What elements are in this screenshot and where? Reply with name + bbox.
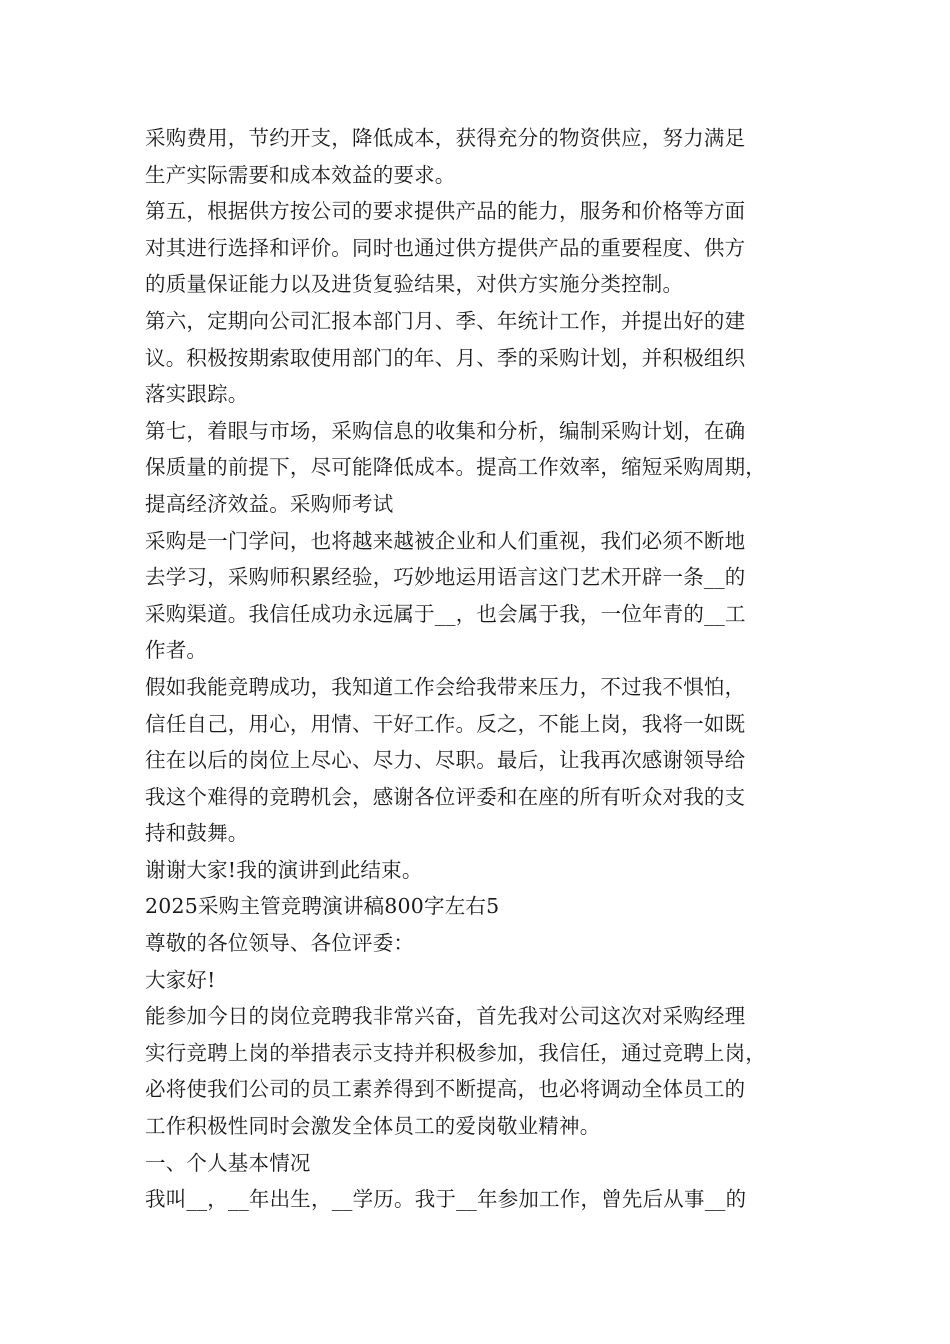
text-line: 假如我能竞聘成功，我知道工作会给我带来压力，不过我不惧怕， (145, 674, 746, 699)
text-line: 议。积极按期索取使用部门的年、月、季的采购计划，并积极组织 (145, 345, 746, 370)
text-line: 提高经济效益。采购师考试 (145, 491, 394, 516)
text-line: 的质量保证能力以及进货复验结果，对供方实施分类控制。 (145, 272, 684, 297)
text-line: 作者。 (145, 638, 208, 663)
text-line: 采购是一门学问，也将越来越被企业和人们重视，我们必须不断地 (145, 528, 746, 553)
text-line: 第七，着眼与市场，采购信息的收集和分析，编制采购计划，在确 (145, 418, 746, 443)
text-line: 第五，根据供方按公司的要求提供产品的能力，服务和价格等方面 (145, 199, 746, 224)
text-line: 必将使我们公司的员工素养得到不断提高，也必将调动全体员工的 (145, 1077, 746, 1102)
text-line: 采购渠道。我信任成功永远属于__，也会属于我，一位年青的__工 (145, 601, 746, 626)
section-heading: 2025采购主管竞聘演讲稿800字左右5 (145, 894, 500, 919)
text-line: 实行竞聘上岗的举措表示支持并积极参加，我信任，通过竞聘上岗， (145, 1040, 766, 1065)
text-line: 去学习，采购师积累经验，巧妙地运用语言这门艺术开辟一条__的 (145, 565, 746, 590)
text-line: 工作积极性同时会激发全体员工的爱岗敬业精神。 (145, 1114, 601, 1139)
greeting: 大家好! (145, 967, 216, 992)
text-line: 我这个难得的竞聘机会，感谢各位评委和在座的所有听众对我的支 (145, 784, 746, 809)
text-line: 信任自己，用心，用情、干好工作。反之，不能上岗，我将一如既 (145, 711, 746, 736)
text-line: 能参加今日的岗位竞聘我非常兴奋，首先我对公司这次对采购经理 (145, 1004, 746, 1029)
document-body (145, 120, 815, 1218)
subsection-heading: 一、个人基本情况 (145, 1150, 311, 1175)
text-line: 采购费用，节约开支，降低成本，获得充分的物资供应，努力满足 (145, 126, 746, 150)
text-line: 往在以后的岗位上尽心、尽力、尽职。最后，让我再次感谢领导给 (145, 748, 746, 773)
text-line: 谢谢大家!我的演讲到此结束。 (145, 857, 423, 882)
text-line: 生产实际需要和成本效益的要求。 (145, 162, 456, 187)
text-line: 第六，定期向公司汇报本部门月、季、年统计工作，并提出好的建 (145, 308, 746, 333)
salutation: 尊敬的各位领导、各位评委： (145, 931, 415, 956)
text-line: 我叫__，__年出生，__学历。我于__年参加工作，曾先后从事__的 (145, 1187, 747, 1212)
text-line: 持和鼓舞。 (145, 821, 249, 846)
text-line: 保质量的前提下，尽可能降低成本。提高工作效率，缩短采购周期， (145, 455, 766, 480)
text-line: 落实跟踪。 (145, 382, 249, 407)
text-line: 对其进行选择和评价。同时也通过供方提供产品的重要程度、供方 (145, 235, 746, 260)
